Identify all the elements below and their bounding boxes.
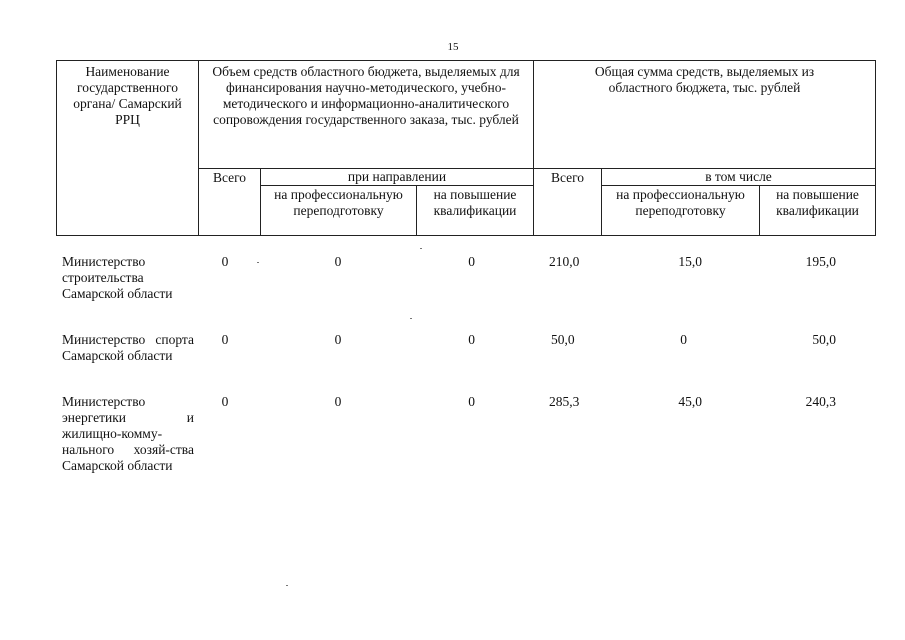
cell-value: 45,0: [678, 394, 702, 409]
header-total-sum-group: Общая сумма средств, выделяемых из областного бюджета, тыс. рублей: [534, 61, 876, 169]
cell-value: 0: [468, 332, 475, 347]
cell-value: 15,0: [678, 254, 702, 269]
header-name-column: Наименование государственного органа/ Самарский РРЦ: [57, 61, 199, 236]
row-name: Министерство энергетики и жилищно-комму-нального хозяй-ства Самарской области: [62, 394, 194, 473]
scan-speck: [410, 318, 412, 319]
cell-value: 210,0: [549, 254, 580, 269]
cell-value: 0: [680, 332, 687, 347]
cell-value: 50,0: [551, 332, 575, 347]
scan-speck: [286, 585, 288, 586]
header-professional-retraining-1: на профессиональную переподготовку: [261, 186, 417, 236]
cell-value: 285,3: [549, 394, 580, 409]
cell-value: 50,0: [812, 332, 836, 347]
table-header: [56, 60, 876, 236]
cell-value: 0: [221, 332, 229, 347]
cell-value: 0: [221, 394, 229, 409]
row-name: Министерство спорта Самарской области: [62, 332, 194, 363]
cell-value: 0: [221, 254, 229, 269]
header-by-direction: при направлении: [261, 169, 534, 186]
header-including: в том числе: [602, 169, 876, 186]
row-name: Министерство строительства Самарской области: [62, 254, 173, 301]
page-number: 15: [447, 41, 459, 53]
table-row: [56, 254, 875, 302]
table-row: [56, 394, 875, 474]
scan-speck: [257, 262, 259, 263]
cell-value: 0: [334, 332, 342, 347]
cell-value: 195,0: [805, 254, 836, 269]
table-row: [56, 332, 875, 364]
cell-value: 0: [468, 254, 475, 269]
header-regional-volume-group: Объем средств областного бюджета, выделяемых для финансирования научно-методического, учебно-методического и информационно-аналитического сопровождения государственного заказа, тыс. рублей: [199, 61, 534, 169]
cell-value: 0: [468, 394, 475, 409]
table-body: [56, 254, 875, 474]
scan-speck: [420, 248, 422, 249]
header-total-1: Всего: [199, 169, 261, 236]
header-qualification-upgrade-1: на повышение квалификации: [417, 186, 534, 236]
header-professional-retraining-2: на профессиональную переподготовку: [602, 186, 760, 236]
header-total-2: Всего: [534, 169, 602, 236]
cell-value: 0: [334, 254, 342, 269]
header-qualification-upgrade-2: на повышение квалификации: [760, 186, 876, 236]
cell-value: 0: [334, 394, 342, 409]
cell-value: 240,3: [805, 394, 836, 409]
